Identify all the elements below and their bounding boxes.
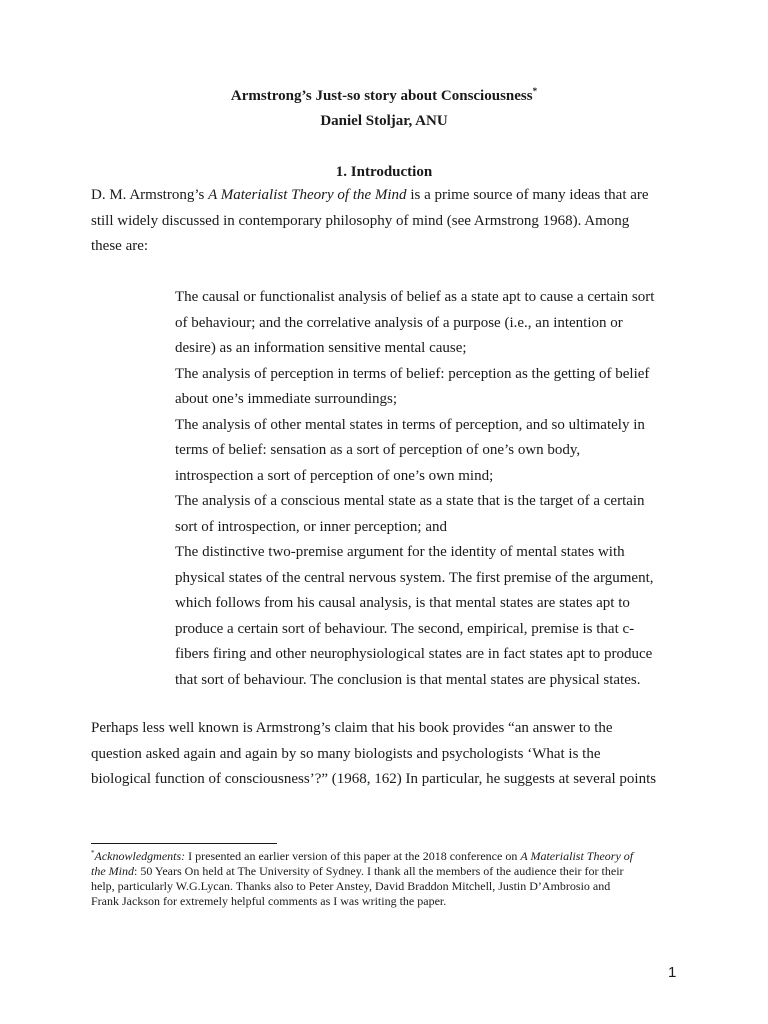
paragraph-line: Perhaps less well known is Armstrong’s claim that his book provides “an answer to the: [91, 720, 613, 736]
footnote-line-1-text: I presented an earlier version of this paper at the 2018 conference on: [185, 849, 521, 863]
quote-line: that sort of behaviour. The conclusion is that mental states are physical states.: [175, 671, 641, 688]
quote-line: produce a certain sort of behaviour. The second, empirical, premise is that c-: [175, 620, 635, 637]
intro-line-1-suffix: is a prime source of many ideas that are: [406, 187, 649, 203]
quote-line: sort of introspection, or inner perception; and: [175, 518, 448, 535]
title-footnote-marker[interactable]: *: [532, 86, 538, 96]
footnote-line-2: [91, 864, 711, 879]
intro-line-1: [91, 183, 691, 209]
intro-line-3: these are:: [91, 238, 149, 254]
quote-line: desire) as an information sensitive mental cause;: [175, 340, 467, 356]
quote-line: The analysis of a conscious mental state as a state that is the target of a certain: [175, 493, 645, 509]
footnote-book-title: A Materialist Theory of: [520, 849, 634, 863]
footnote-label: Acknowledgments:: [94, 849, 186, 863]
quote-line: terms of belief: sensation as a sort of perception of one’s own body,: [175, 442, 581, 458]
page-number: 1: [668, 964, 677, 981]
quote-line: The causal or functionalist analysis of belief as a state apt to cause a certain sort: [175, 289, 655, 305]
footnote-line-1: [91, 849, 711, 864]
intro-line-2: still widely discussed in contemporary philosophy of mind (see Armstrong 1968). Among: [91, 212, 630, 229]
quote-line: which follows from his causal analysis, is that mental states are states apt to: [175, 595, 630, 611]
footnote-line-4: Frank Jackson for extremely helpful comments as I was writing the paper.: [91, 894, 447, 908]
footnote-book-title-cont: the Mind: [91, 864, 134, 878]
quote-line: The analysis of other mental states in terms of perception, and so ultimately in: [175, 416, 645, 433]
quote-line: The distinctive two-premise argument for the identity of mental states with: [175, 544, 625, 560]
block-quote-list: [175, 285, 695, 693]
paper-title: [0, 86, 768, 106]
quote-line: The analysis of perception in terms of belief: perception as the getting of belief: [175, 365, 650, 382]
intro-paragraph: [91, 183, 691, 260]
intro-line-1-prefix: D. M. Armstrong’s: [91, 187, 209, 203]
footnote-marker: *: [91, 849, 95, 857]
footnote-line-2-text: : 50 Years On held at The University of Sydney. I thank all the members of the audience their for their: [134, 864, 624, 878]
author-line: Daniel Stoljar, ANU: [320, 113, 448, 129]
paragraph-line: question asked again and again by so many biologists and psychologists ‘What is the: [91, 745, 601, 762]
footnote: [91, 849, 711, 909]
book-title-italic: A Materialist Theory of the Mind: [208, 187, 407, 203]
paragraph-line: biological function of consciousness’?” (1968, 162) In particular, he suggests at several points: [91, 771, 657, 787]
quote-line: physical states of the central nervous system. The first premise of the argument,: [175, 569, 654, 586]
footnote-separator: [91, 843, 277, 844]
quote-line: of behaviour; and the correlative analysis of a purpose (i.e., an intention or: [175, 314, 623, 331]
quote-line: introspection a sort of perception of one’s own mind;: [175, 467, 494, 484]
quote-line: fibers firing and other neurophysiological states are in fact states apt to produce: [175, 646, 653, 662]
paper-title-text: Armstrong’s Just-so story about Consciousness: [230, 88, 533, 104]
quote-line: about one’s immediate surroundings;: [175, 391, 398, 407]
second-paragraph: [91, 716, 691, 793]
footnote-line-3: help, particularly W.G.Lycan. Thanks also to Peter Anstey, David Braddon Mitchell, Justin D’Ambrosio and: [91, 879, 611, 893]
section-heading: 1. Introduction: [335, 164, 433, 180]
